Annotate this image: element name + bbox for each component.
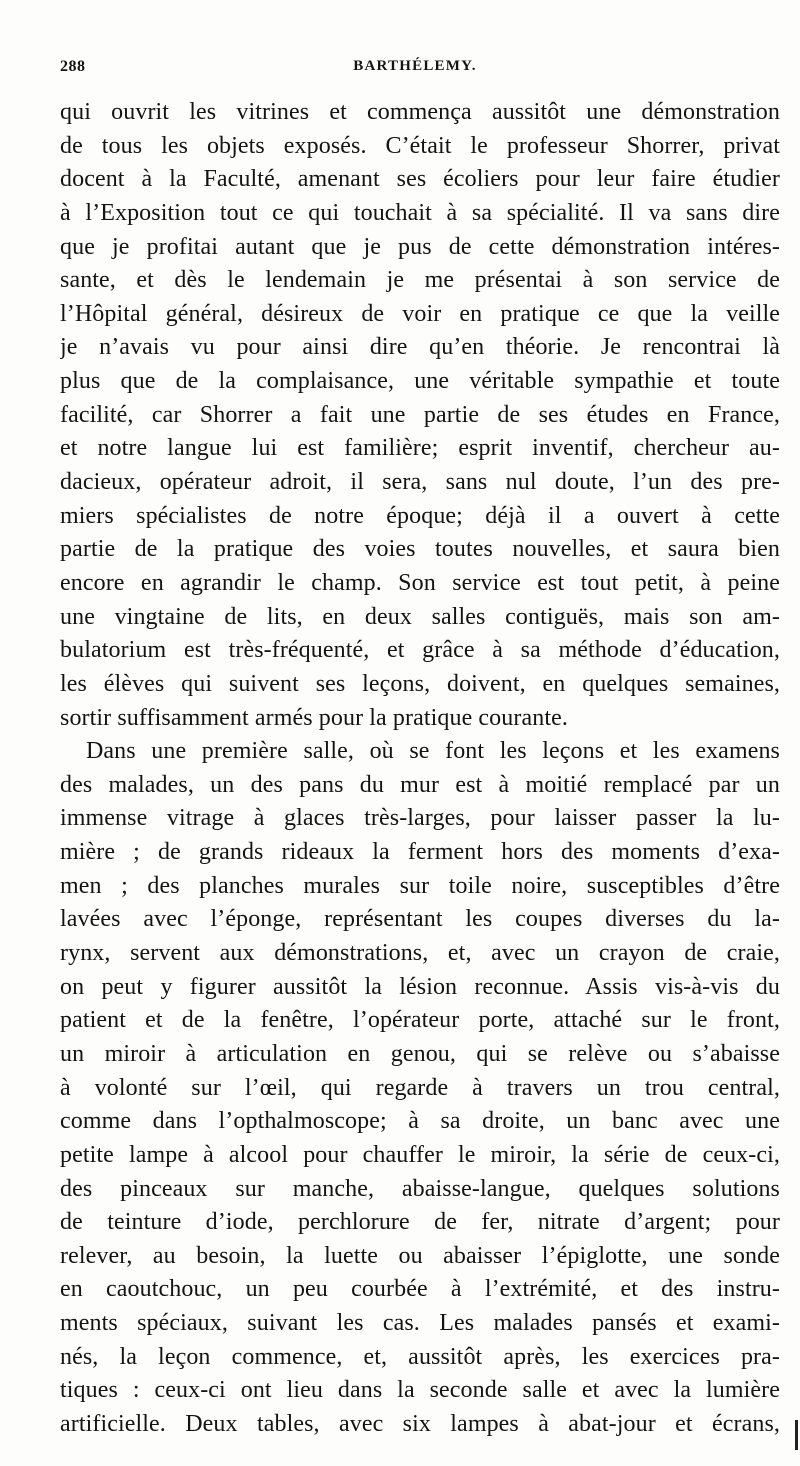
text-line: patient et de la fenêtre, l’opérateur porte, attaché sur le front, (60, 1007, 780, 1034)
text-line: à volonté sur l’œil, qui regarde à travers un trou central, (60, 1074, 780, 1101)
text-line: mière ; de grands rideaux la ferment hors des moments d’exa- (60, 839, 780, 866)
text-line: rynx, servent aux démonstrations, et, avec un crayon de craie, (60, 940, 780, 967)
text-line: sante, et dès le lendemain je me présentai à son service de (60, 267, 780, 294)
text-line: un miroir à articulation en genou, qui se relève ou s’abaisse (60, 1040, 780, 1067)
text-line: qui ouvrit les vitrines et commença aussitôt une démonstration (60, 99, 780, 125)
running-head: BARTHÉLEMY. (353, 58, 477, 74)
text-line: immense vitrage à glaces très-larges, pour laisser passer la lu- (60, 805, 780, 832)
text-line: l’Hôpital général, désireux de voir en pratique ce que la veille (60, 300, 780, 327)
text-line: je n’avais vu pour ainsi dire qu’en théorie. Je rencontrai là (60, 334, 780, 361)
page-header (60, 58, 770, 88)
body-text (60, 96, 780, 1442)
text-line: de tous les objets exposés. C’était le professeur Shorrer, privat (60, 132, 780, 159)
text-line: et notre langue lui est familière; esprit inventif, chercheur au- (60, 435, 780, 462)
text-line: de teinture d’iode, perchlorure de fer, nitrate d’argent; pour (60, 1209, 780, 1236)
text-line: relever, au besoin, la luette ou abaisser l’épiglotte, une sonde (60, 1242, 780, 1269)
text-line: sortir suffisamment armés pour la pratique courante. (60, 704, 568, 731)
text-line: comme dans l’opthalmoscope; à sa droite, un banc avec une (60, 1108, 780, 1135)
text-line: miers spécialistes de notre époque; déjà il a ouvert à cette (60, 502, 780, 529)
text-line: une vingtaine de lits, en deux salles contiguës, mais son am- (60, 603, 780, 630)
text-line: docent à la Faculté, amenant ses écoliers pour leur faire étudier (60, 166, 780, 193)
text-line: dacieux, opérateur adroit, il sera, sans nul doute, l’un des pre- (60, 469, 780, 496)
page-edge-mark (795, 1420, 798, 1450)
text-line: petite lampe à alcool pour chauffer le miroir, la série de ceux-ci, (60, 1141, 780, 1168)
text-line: men ; des planches murales sur toile noire, susceptibles d’être (60, 872, 780, 899)
text-line: bulatorium est très-fréquenté, et grâce à sa méthode d’éducation, (60, 637, 780, 664)
text-line: en caoutchouc, un peu courbée à l’extrémité, et des instru- (60, 1276, 780, 1303)
text-line: partie de la pratique des voies toutes nouvelles, et saura bien (60, 536, 780, 563)
text-line: encore en agrandir le champ. Son service est tout petit, à peine (60, 569, 780, 596)
text-line: tiques : ceux-ci ont lieu dans la seconde salle et avec la lumière (60, 1377, 780, 1404)
text-line: plus que de la complaisance, une véritable sympathie et toute (60, 368, 780, 395)
text-line: des malades, un des pans du mur est à moitié remplacé par un (60, 771, 780, 798)
text-line: nés, la leçon commence, et, aussitôt après, les exercices pra- (60, 1343, 780, 1370)
text-line: artificielle. Deux tables, avec six lampes à abat-jour et écrans, (60, 1410, 780, 1437)
text-line: facilité, car Shorrer a fait une partie de ses études en France, (60, 401, 780, 428)
page-number: 288 (60, 58, 86, 75)
text-line: les élèves qui suivent ses leçons, doivent, en quelques semaines, (60, 670, 780, 697)
text-line: Dans une première salle, où se font les leçons et les examens (86, 738, 780, 765)
text-line: des pinceaux sur manche, abaisse-langue, quelques solutions (60, 1175, 780, 1202)
text-line: à l’Exposition tout ce qui touchait à sa spécialité. Il va sans dire (60, 199, 780, 226)
text-line: ments spéciaux, suivant les cas. Les malades pansés et exami- (60, 1310, 780, 1337)
text-line: on peut y figurer aussitôt la lésion reconnue. Assis vis-à-vis du (60, 973, 780, 1000)
text-line: lavées avec l’éponge, représentant les coupes diverses du la- (60, 906, 780, 933)
text-line: que je profitai autant que je pus de cette démonstration intéres- (60, 233, 780, 260)
